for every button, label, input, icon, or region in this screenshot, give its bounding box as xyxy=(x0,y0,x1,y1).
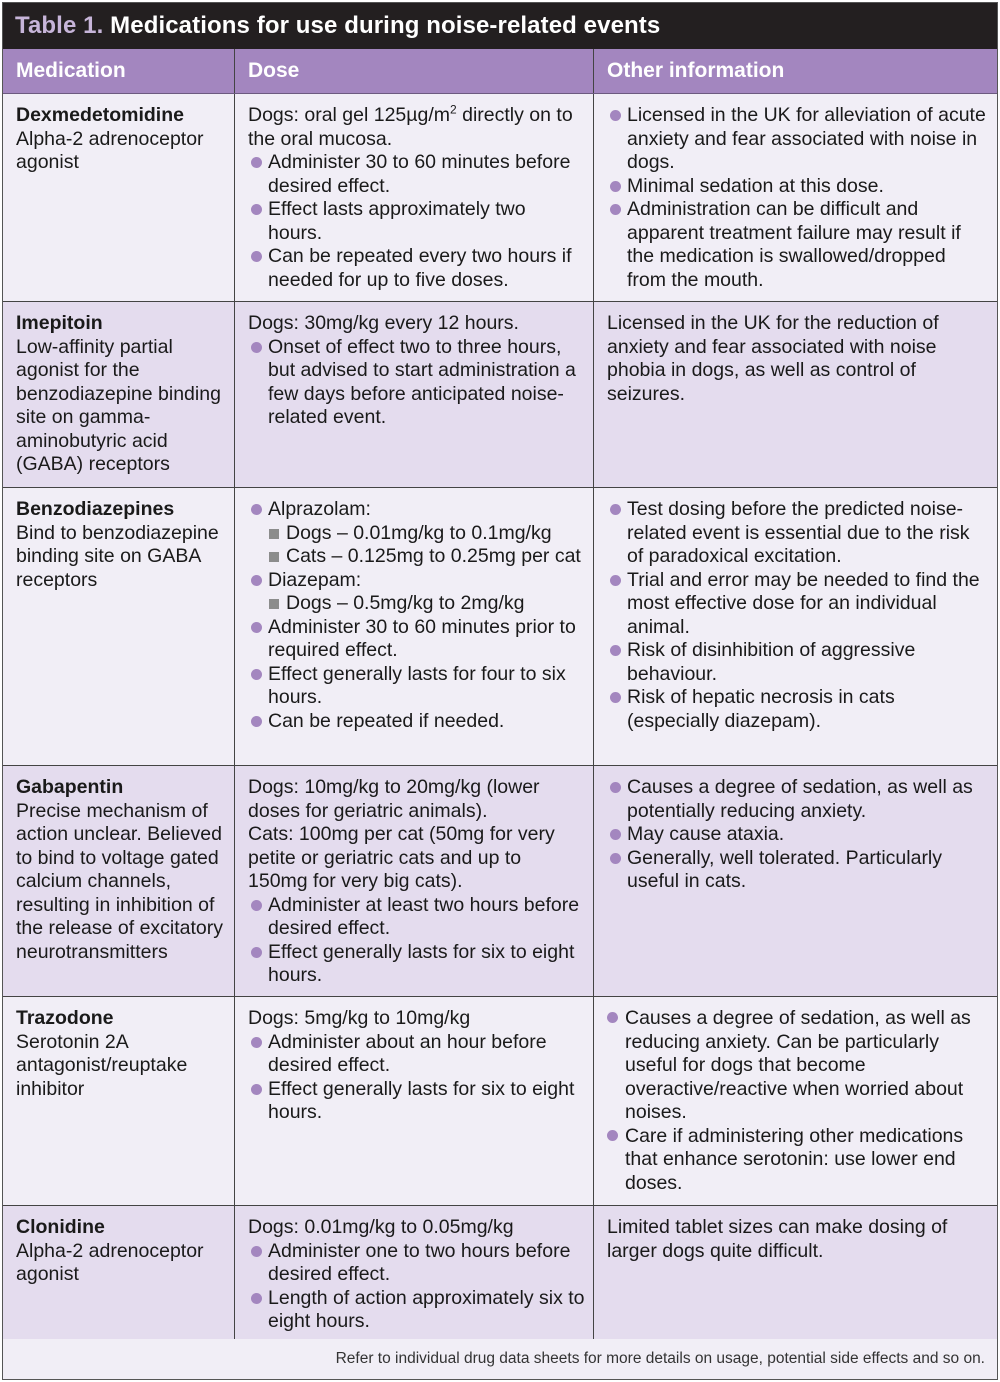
dose-bullet: Can be repeated if needed. xyxy=(248,710,585,734)
info-bullet: Licensed in the UK for alleviation of acute anxiety and fear associated with noise in dogs. xyxy=(607,104,989,175)
table-row xyxy=(3,1206,997,1344)
dose-bullet: Effect generally lasts for six to eight hours. xyxy=(248,1078,585,1125)
dose-cell xyxy=(235,302,594,487)
dose-bullet: Diazepam: xyxy=(248,569,585,593)
other-info-cell xyxy=(594,997,997,1205)
table-row xyxy=(3,94,997,302)
info-bullet: Risk of hepatic necrosis in cats (especially diazepam). xyxy=(607,686,989,733)
dose-bullet: Alprazolam: xyxy=(248,498,585,522)
info-bullet: Test dosing before the predicted noise-related event is essential due to the risk of paradoxical excitation. xyxy=(607,498,989,569)
table-row xyxy=(3,302,997,488)
bullet-dot-icon xyxy=(607,1012,618,1023)
table-title xyxy=(3,3,997,49)
info-bullet: Causes a degree of sedation, as well as potentially reducing anxiety. xyxy=(607,776,989,823)
dose-intro: Dogs: 30mg/kg every 12 hours. xyxy=(248,312,519,334)
drug-description: Alpha-2 adrenoceptor agonist xyxy=(16,1239,204,1285)
table-footnote: Refer to individual drug data sheets for more details on usage, potential side effects and so on. xyxy=(3,1339,997,1379)
info-bullet: May cause ataxia. xyxy=(607,823,989,847)
dose-intro: Dogs: 10mg/kg to 20mg/kg (lower doses for geriatric animals). xyxy=(248,776,540,822)
medication-cell xyxy=(3,302,235,487)
table-title-text: Medications for use during noise-related events xyxy=(110,12,661,39)
medication-cell xyxy=(3,997,235,1205)
dose-sub-bullet: Dogs – 0.01mg/kg to 0.1mg/kg xyxy=(248,522,585,546)
table-row xyxy=(3,997,997,1206)
dose-bullet: Administer about an hour before desired effect. xyxy=(248,1031,585,1078)
other-info-cell xyxy=(594,94,997,301)
dose-bullet: Administer 30 to 60 minutes before desired effect. xyxy=(248,151,585,198)
dose-bullet: Administer one to two hours before desired effect. xyxy=(248,1240,585,1287)
info-bullet: Minimal sedation at this dose. xyxy=(607,175,989,199)
drug-description: Serotonin 2A antagonist/reuptake inhibitor xyxy=(16,1030,188,1100)
dose-bullet: Administer at least two hours before desired effect. xyxy=(248,894,585,941)
dose-intro: Dogs: 0.01mg/kg to 0.05mg/kg xyxy=(248,1216,514,1238)
info-bullet: Trial and error may be needed to find the most effective dose for an individual animal. xyxy=(607,569,989,640)
dose-bullet: Effect lasts approximately two hours. xyxy=(248,198,585,245)
drug-name: Imepitoin xyxy=(16,312,103,334)
dose-intro xyxy=(248,104,585,151)
other-info-cell xyxy=(594,488,997,765)
dose-cell xyxy=(235,488,594,765)
table-row xyxy=(3,766,997,997)
dose-superscript: 2 xyxy=(450,102,457,117)
bullet-dot-icon xyxy=(607,1130,618,1141)
header-other-information: Other information xyxy=(607,59,785,82)
header-row xyxy=(3,49,997,94)
medication-cell xyxy=(3,766,235,996)
dose-sub-bullet: Cats – 0.125mg to 0.25mg per cat xyxy=(248,545,585,569)
dose-bullet: Effect generally lasts for six to eight hours. xyxy=(248,941,585,988)
info-inline-text: Causes a degree of sedation, as well as reducing anxiety. Can be particularly useful for dogs that become overactive/reactive when worried about noises. xyxy=(625,1007,971,1123)
drug-name: Benzodiazepines xyxy=(16,498,175,520)
other-info-cell xyxy=(594,302,997,487)
dose-cell xyxy=(235,1206,594,1343)
other-info-cell xyxy=(594,766,997,996)
dose-bullet: Onset of effect two to three hours, but advised to start administration a few days before anticipated noise-related event. xyxy=(248,336,585,430)
dose-bullet: Effect generally lasts for four to six hours. xyxy=(248,663,585,710)
dose-bullet: Length of action approximately six to eight hours. xyxy=(248,1287,585,1334)
dose-bullet: Administer 30 to 60 minutes prior to required effect. xyxy=(248,616,585,663)
medication-cell xyxy=(3,94,235,301)
info-inline-bullet xyxy=(607,1007,989,1125)
drug-description: Alpha-2 adrenoceptor agonist xyxy=(16,127,204,173)
table-number: Table 1. xyxy=(15,12,104,39)
info-text: Licensed in the UK for the reduction of anxiety and fear associated with noise phobia in dogs, as well as control of seizures. xyxy=(607,312,939,405)
other-info-cell xyxy=(594,1206,997,1343)
info-bullet: Administration can be difficult and apparent treatment failure may result if the medication is swallowed/dropped from the mouth. xyxy=(607,198,989,292)
header-medication: Medication xyxy=(3,49,235,93)
drug-name: Dexmedetomidine xyxy=(16,104,184,126)
info-bullet: Risk of disinhibition of aggressive behaviour. xyxy=(607,639,989,686)
dose-bullet: Can be repeated every two hours if needed for up to five doses. xyxy=(248,245,585,292)
dose-cell xyxy=(235,997,594,1205)
table-row xyxy=(3,488,997,766)
dose-cell xyxy=(235,94,594,301)
info-inline-bullet xyxy=(607,1125,989,1196)
info-inline-text: Care if administering other medications that enhance serotonin: use lower end doses. xyxy=(625,1124,964,1194)
drug-name: Trazodone xyxy=(16,1007,114,1029)
dose-intro-text: Dogs: oral gel 125µg/m xyxy=(248,104,451,126)
drug-description: Low-affinity partial agonist for the benzodiazepine binding site on gamma-aminobutyric acid (GABA) receptors xyxy=(16,335,221,475)
medication-table xyxy=(2,2,998,1380)
medication-cell xyxy=(3,488,235,765)
dose-intro: Dogs: 5mg/kg to 10mg/kg xyxy=(248,1007,471,1029)
info-text: Limited tablet sizes can make dosing of larger dogs quite difficult. xyxy=(607,1216,948,1262)
drug-description: Precise mechanism of action unclear. Believed to bind to voltage gated calcium channels, resulting in inhibition of the release of excitatory neurotransmitters xyxy=(16,799,224,963)
info-bullet: Generally, well tolerated. Particularly useful in cats. xyxy=(607,847,989,894)
dose-intro-cats: Cats: 100mg per cat (50mg for very petite or geriatric cats and up to 150mg for very big cats). xyxy=(248,823,555,892)
drug-name: Gabapentin xyxy=(16,776,124,798)
dose-cell xyxy=(235,766,594,996)
medication-cell xyxy=(3,1206,235,1343)
dose-sub-bullet: Dogs – 0.5mg/kg to 2mg/kg xyxy=(248,592,585,616)
dose-intro-tail: directly on to the oral mucosa. xyxy=(248,104,573,150)
drug-name: Clonidine xyxy=(16,1216,105,1238)
header-dose: Dose xyxy=(235,49,594,93)
drug-description: Bind to benzodiazepine binding site on GABA receptors xyxy=(16,521,219,591)
